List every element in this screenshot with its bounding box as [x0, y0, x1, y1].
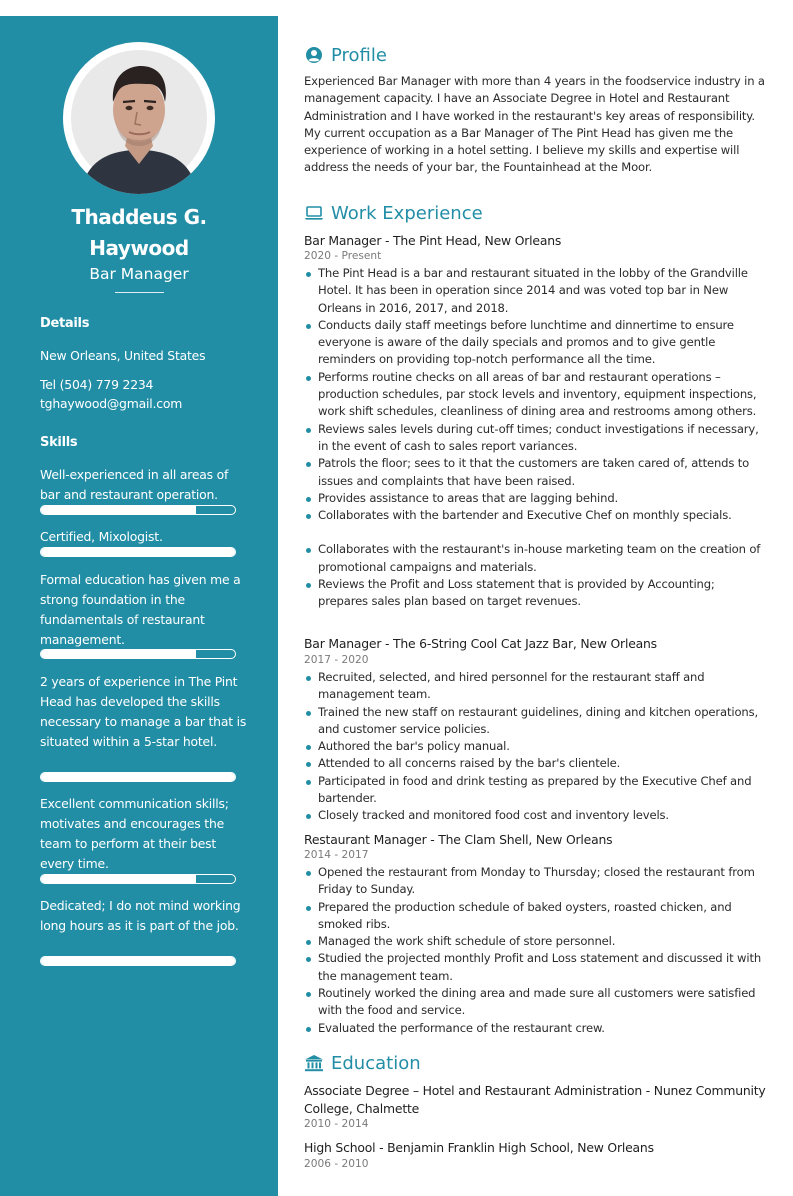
list-item: Routinely worked the dining area and made sure all customers were satisfied with the food and service. — [304, 985, 766, 1020]
job-dates: 2017 - 2020 — [304, 654, 369, 666]
work-heading — [304, 201, 483, 225]
laptop-icon — [304, 203, 324, 223]
list-item: Studied the projected monthly Profit and Loss statement and discussed it with the management team. — [304, 950, 766, 985]
education-dates: 2006 - 2010 — [304, 1158, 369, 1170]
skill-level-bar — [40, 772, 236, 782]
profile-photo — [63, 42, 215, 194]
profile-heading-text: Profile — [331, 44, 387, 66]
list-item: The Pint Head is a bar and restaurant situated in the lobby of the Grandville Hotel. It has been in operation since 2014 and was voted top bar in New Orleans in 2016, 2017, and 2018. — [304, 265, 766, 317]
job-title: Bar Manager - The 6-String Cool Cat Jazz Bar, New Orleans — [304, 636, 657, 651]
education-heading-text: Education — [331, 1052, 421, 1074]
job-bullets — [304, 864, 766, 1037]
details-location: New Orleans, United States — [40, 348, 206, 363]
user-circle-icon — [304, 45, 324, 65]
job-bullets — [304, 669, 766, 825]
list-item: Participated in food and drink testing as prepared by the Executive Chef and bartender. — [304, 773, 766, 808]
skill-level-fill — [41, 548, 235, 556]
skill-level-bar — [40, 547, 236, 557]
list-item: Recruited, selected, and hired personnel for the restaurant staff and management team. — [304, 669, 766, 704]
list-item: Opened the restaurant from Monday to Thursday; closed the restaurant from Friday to Sunday. — [304, 864, 766, 899]
job-title: Restaurant Manager - The Clam Shell, New Orleans — [304, 832, 613, 847]
sidebar — [0, 16, 278, 1196]
education-heading — [304, 1051, 421, 1075]
skill-level-bar — [40, 956, 236, 966]
job-dates: 2014 - 2017 — [304, 849, 369, 861]
skill-level-fill — [41, 506, 196, 514]
list-item: Performs routine checks on all areas of bar and restaurant operations – production schedules, par stock levels and inventory, equipment inspections, work shift schedules, cleanliness of dining area and restrooms among others. — [304, 369, 766, 421]
skill-text: Excellent communication skills; motivates and encourages the team to perform at their best every time. — [40, 796, 229, 871]
list-item: Managed the work shift schedule of store personnel. — [304, 933, 766, 950]
details-phone: Tel (504) 779 2234 — [40, 377, 154, 392]
list-item: Attended to all concerns raised by the bar's clientele. — [304, 755, 766, 772]
list-item: Trained the new staff on restaurant guidelines, dining and kitchen operations, and customer service policies. — [304, 704, 766, 739]
skill-text: 2 years of experience in The Pint Head has developed the skills necessary to manage a bar that is situated within a 5-star hotel. — [40, 674, 247, 749]
candidate-name-line-1: Thaddeus G. — [71, 205, 207, 229]
education-title: Associate Degree – Hotel and Restaurant Administration - Nunez Community College, Chalmette — [304, 1083, 766, 1116]
list-item: Closely tracked and monitored food cost and inventory levels. — [304, 807, 766, 824]
work-heading-text: Work Experience — [331, 202, 483, 224]
list-item: Reviews sales levels during cut-off times; conduct investigations if necessary, in the event of cash to sales report variances. — [304, 421, 766, 456]
candidate-role: Bar Manager — [89, 265, 189, 283]
job-bullets — [304, 265, 766, 611]
skill-text: Dedicated; I do not mind working long hours as it is part of the job. — [40, 898, 241, 933]
skill-text: Well-experienced in all areas of bar and restaurant operation. — [40, 467, 229, 502]
list-item: Evaluated the performance of the restaurant crew. — [304, 1020, 766, 1037]
skill-level-bar — [40, 505, 236, 515]
profile-summary: Experienced Bar Manager with more than 4 years in the foodservice industry in a management capacity. I have an Associate Degree in Hotel and Restaurant Administration and I have worked in the restaurant's key areas of responsibility. My current occupation as a Bar Manager of The Pint Head has given me the experience of working in a hotel setting. I believe my skills and expertise will address the needs of your bar, the Fountainhead at the Moor. — [304, 74, 765, 175]
skill-level-fill — [41, 957, 235, 965]
education-dates: 2010 - 2014 — [304, 1118, 369, 1130]
skill-level-fill — [41, 773, 235, 781]
skill-text: Formal education has given me a strong foundation in the fundamentals of restaurant management. — [40, 572, 241, 647]
profile-heading — [304, 43, 387, 67]
list-item: Conducts daily staff meetings before lunchtime and dinnertime to ensure everyone is aware of the daily specials and promos and to give gentle reminders on providing top-notch performance all the time. — [304, 317, 766, 369]
details-email[interactable]: tghaywood@gmail.com — [40, 396, 183, 411]
job-title: Bar Manager - The Pint Head, New Orleans — [304, 233, 562, 248]
institution-icon — [304, 1053, 324, 1073]
list-item: Patrols the floor; sees to it that the customers are taken cared of, attends to issues and complaints that have been raised. — [304, 455, 766, 490]
skills-heading: Skills — [40, 435, 78, 450]
list-item: Collaborates with the restaurant's in-house marketing team on the creation of promotional campaigns and materials. — [304, 541, 766, 576]
job-dates: 2020 - Present — [304, 250, 382, 262]
list-item: Authored the bar's policy manual. — [304, 738, 766, 755]
skill-text: Certified, Mixologist. — [40, 529, 163, 544]
skill-level-bar — [40, 874, 236, 884]
education-title: High School - Benjamin Franklin High School, New Orleans — [304, 1140, 654, 1155]
skill-level-fill — [41, 650, 196, 658]
list-item: Prepared the production schedule of baked oysters, roasted chicken, and smoked ribs. — [304, 899, 766, 934]
divider — [115, 292, 164, 293]
list-item: Collaborates with the bartender and Executive Chef on monthly specials. — [304, 507, 766, 524]
list-item: Reviews the Profit and Loss statement that is provided by Accounting; prepares sales plan based on target revenues. — [304, 576, 766, 611]
candidate-name — [0, 202, 278, 264]
skill-level-fill — [41, 875, 196, 883]
candidate-name-line-2: Haywood — [89, 236, 189, 260]
details-heading: Details — [40, 316, 90, 331]
list-item: Provides assistance to areas that are lagging behind. — [304, 490, 766, 507]
skill-level-bar — [40, 649, 236, 659]
